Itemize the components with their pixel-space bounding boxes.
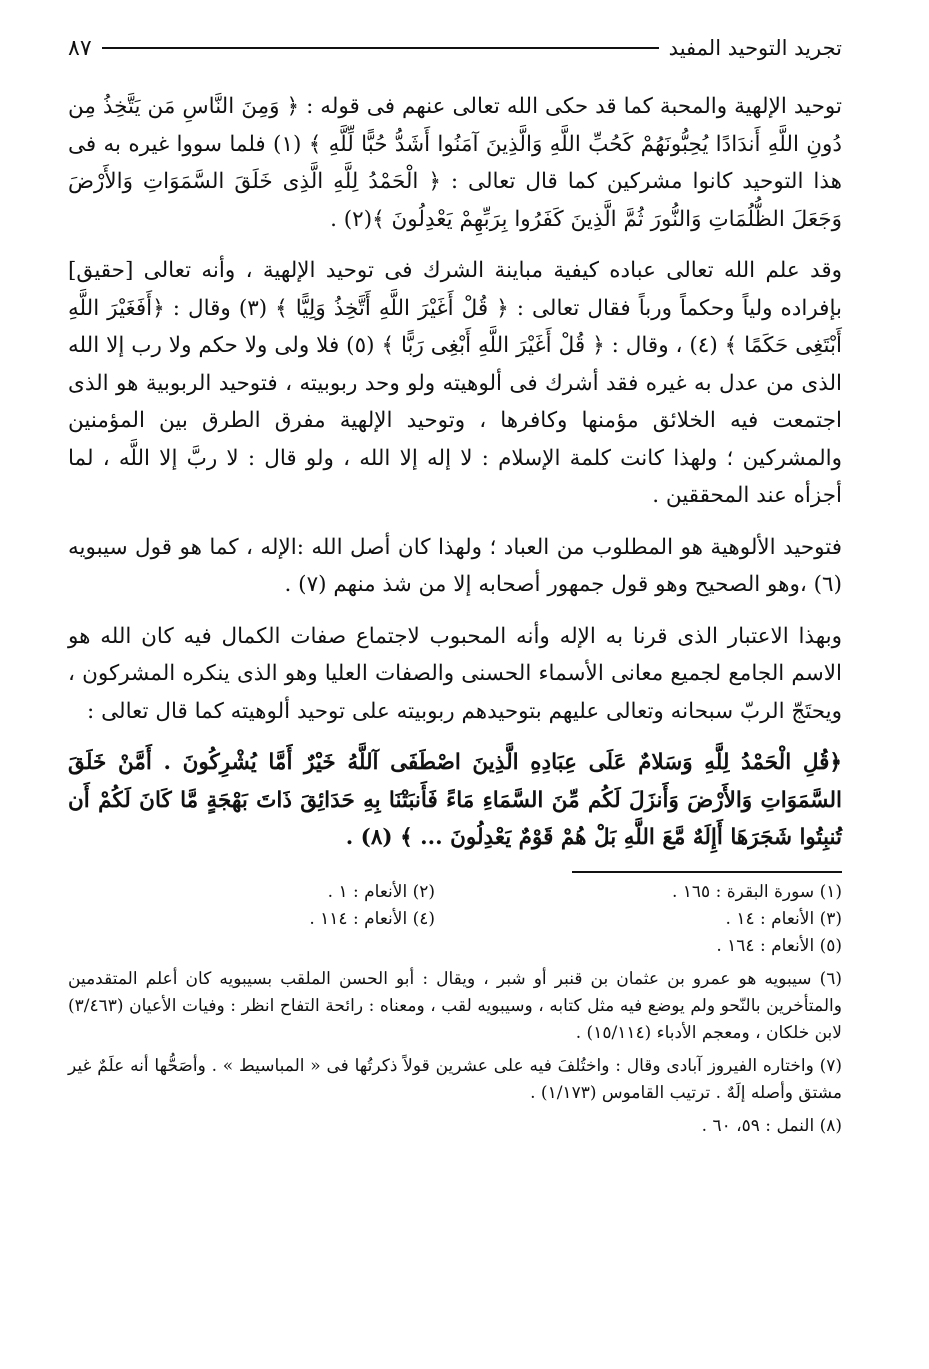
main-text [68,88,842,857]
footnote-4: (٤) الأنعام : ١١٤ . [309,908,435,929]
footnote-8: (٨) النمل : ٥٩، ٦٠ . [701,1115,842,1136]
paragraph-4: وبهذا الاعتبار الذى قرنا به الإله وأنه المحبوب لاجتماع صفات الكمال فيه كان الله هو الاسم الجامع لجميع معانى الأسماء الحسنى والصفات العليا وهو الذى ينكره المشركون ، ويحتَجّ الربّ سبحانه وتعالى عليهم بتوحيدهم ربوبيته على توحيد ألوهيته كما قال تعالى : [68,623,842,724]
header-rule [102,47,659,49]
footnote-6: (٦) سيبويه هو عمرو بن عثمان بن قنبر أو شبر ، ويقال : أبو الحسن الملقب بسيبويه كان أعلم المتقدمين والمتأخرين بالنّحو ولم يوضع فيه مثل كتابه ، وسيبويه لقب ، ومعناه : رائحة التفاح انظر : وفيات الأعيان (٣/٤٦٣) لابن خلكان ، ومعجم الأدباء (١٥/١١٤) . [68,968,842,1043]
footnote-3: (٣) الأنعام : ١٤ . [725,908,842,929]
footnote-2: (٢) الأنعام : ١ . [327,881,435,902]
footnote-rule [572,871,842,873]
running-header [68,28,842,68]
paragraph-2: وقد علم الله تعالى عباده كيفية مباينة الشرك فى توحيد الإلهية ، وأنه تعالى [حقيق] بإفراده ولياً وحكماً ورباً فقال تعالى : ﴿ قُلْ أَغَيْرَ اللَّهِ أَتَّخِذُ وَلِيًّا ﴾ (٣) وقال : ﴿أَفَغَيْرَ اللَّهِ أَبْتَغِى حَكَمًا ﴾ (٤) ، وقال : ﴿ قُلْ أَغَيْرَ اللَّهِ أَبْغِى رَبًّا ﴾ (٥) فلا ولى ولا حكم ولا رب إلا الله الذى من عدل به غيره فقد أشرك فى ألوهيته ولو وحد ربوبيته ، فتوحيد الربوبية هو الذى اجتمعت فيه الخلائق مؤمنها وكافرها ، وتوحيد الإلهية مفرق الطرق بين المؤمنين والمشركين ؛ ولهذا كانت كلمة الإسلام : لا إله إلا الله ، ولو قال : لا ربَّ إلا اللَّه ، لما أجزأه عند المحققين . [68,258,842,508]
footnote-7: (٧) واختاره الفيروز آبادى وقال : واختُلفَ فيه على عشرين قولاً ذكرتُها فى « المباسيط » . وأصَحُّها أنه علَمٌ غير مشتق وأصله إلَهٌ . ترتيب القاموس (١/١٧٣) . [68,1055,842,1103]
footnote-5: (٥) الأنعام : ١٦٤ . [716,935,842,956]
footnote-1: (١) سورة البقرة : ١٦٥ . [671,881,842,902]
book-title: تجريد التوحيد المفيد [668,36,842,60]
paragraph-1: توحيد الإلهية والمحبة كما قد حكى الله تعالى عنهم فى قوله : ﴿ وَمِنَ النَّاسِ مَن يَتَّخِذُ مِن دُونِ اللَّهِ أَندَادًا يُحِبُّونَهُمْ كَحُبِّ اللَّهِ وَالَّذِينَ آمَنُوا أَشَدُّ حُبًّا لِّلَّهِ ﴾ (١) فلما سووا غيره به فى هذا التوحيد كانوا مشركين كما قال تعالى : ﴿ الْحَمْدُ لِلَّهِ الَّذِى خَلَقَ السَّمَوَاتِ وَالأَرْضَ وَجَعَلَ الظُّلُمَاتِ وَالنُّورَ ثُمَّ الَّذِينَ كَفَرُوا بِرَبِّهِمْ يَعْدِلُونَ ﴾(٢) . [68,94,842,232]
page-number: ٨٧ [68,35,92,61]
book-page [68,28,842,1348]
footnotes [68,879,842,1140]
paragraph-3: فتوحيد الألوهية هو المطلوب من العباد ؛ ولهذا كان أصل الله :الإله ، كما هو قول سيبويه (٦) ،وهو الصحيح وهو قول جمهور أصحابه إلا من شذ منهم (٧) . [68,534,842,597]
quran-quote: ﴿قُلِ الْحَمْدُ لِلَّهِ وَسَلامٌ عَلَى عِبَادِهِ الَّذِينَ اصْطَفَى آللَّهُ خَيْرٌ أَمَّا يُشْرِكُونَ . أَمَّنْ خَلَقَ السَّمَوَاتِ وَالأَرْضَ وَأَنزَلَ لَكُم مِّنَ السَّمَاءِ مَاءً فَأَنبَتْنَا بِهِ حَدَائِقَ ذَاتَ بَهْجَةٍ مَّا كَانَ لَكُمْ أَن تُنبِتُوا شَجَرَهَا أَإِلَهٌ مَّعَ اللَّهِ بَلْ هُمْ قَوْمٌ يَعْدِلُونَ ... ﴾ (٨) . [68,750,842,850]
short-footnotes [68,879,842,960]
